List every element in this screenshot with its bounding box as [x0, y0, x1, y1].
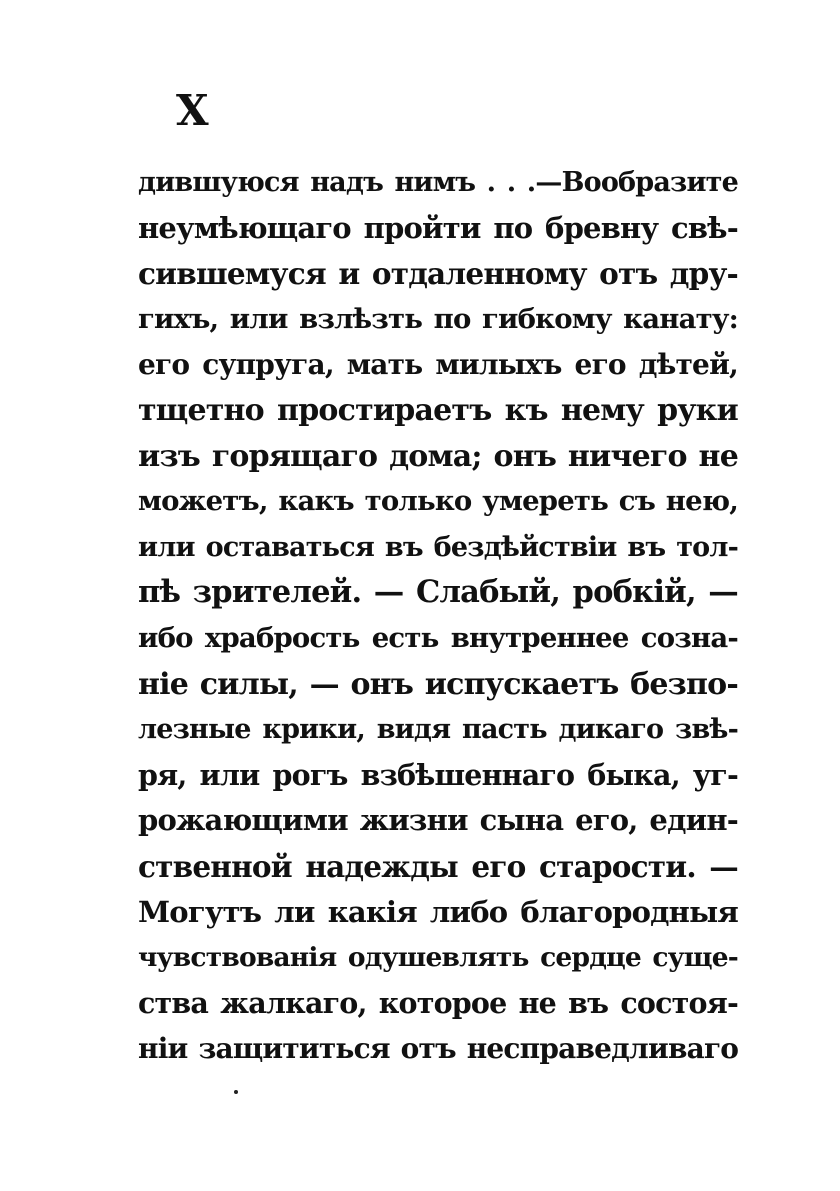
text-line: чувствованія одушевлять сердце суще-	[138, 942, 738, 974]
text-line: ніе силы, — онъ испускаетъ безпо-	[138, 666, 738, 702]
ink-speck	[234, 1090, 238, 1094]
text-line: ибо храбрость есть внутреннее созна-	[138, 621, 738, 654]
text-line: ства жалкаго, которое не въ состоя-	[138, 985, 738, 1020]
text-line: его супруга, мать милыхъ его дѣтей,	[138, 348, 738, 382]
text-line: или оставаться въ бездѣйствіи въ тол-	[138, 531, 738, 563]
text-line: ственной надежды его старости. —	[138, 848, 738, 884]
text-line: гихъ, или взлѣзть по гибкому канату:	[138, 302, 738, 335]
text-line: дившуюся надъ нимъ . . .—Вообразите	[138, 167, 738, 198]
text-line: сившемуся и отдаленному отъ дру-	[138, 256, 738, 292]
text-line: пѣ зрителей. — Слабый, робкій, —	[138, 574, 738, 611]
text-line: тщетно простираетъ къ нему руки	[138, 392, 738, 428]
text-line: ніи защититься отъ несправедливаго	[138, 1032, 739, 1066]
text-line: неумѣющаго пройти по бревну свѣ-	[138, 210, 738, 245]
text-line: лезные крики, видя пасть дикаго звѣ-	[138, 714, 738, 746]
page-number: X	[176, 86, 209, 135]
body-text	[138, 160, 738, 1072]
text-line: ря, или рогъ взбѣшеннаго быка, уг-	[138, 757, 738, 792]
text-line: изъ горящаго дома; онъ ничего не	[138, 438, 738, 474]
text-line: можетъ, какъ только умереть съ нею,	[138, 485, 738, 518]
text-line: рожающими жизни сына его, един-	[138, 803, 738, 838]
text-line: Могутъ ли какія либо благородныя	[138, 894, 738, 929]
